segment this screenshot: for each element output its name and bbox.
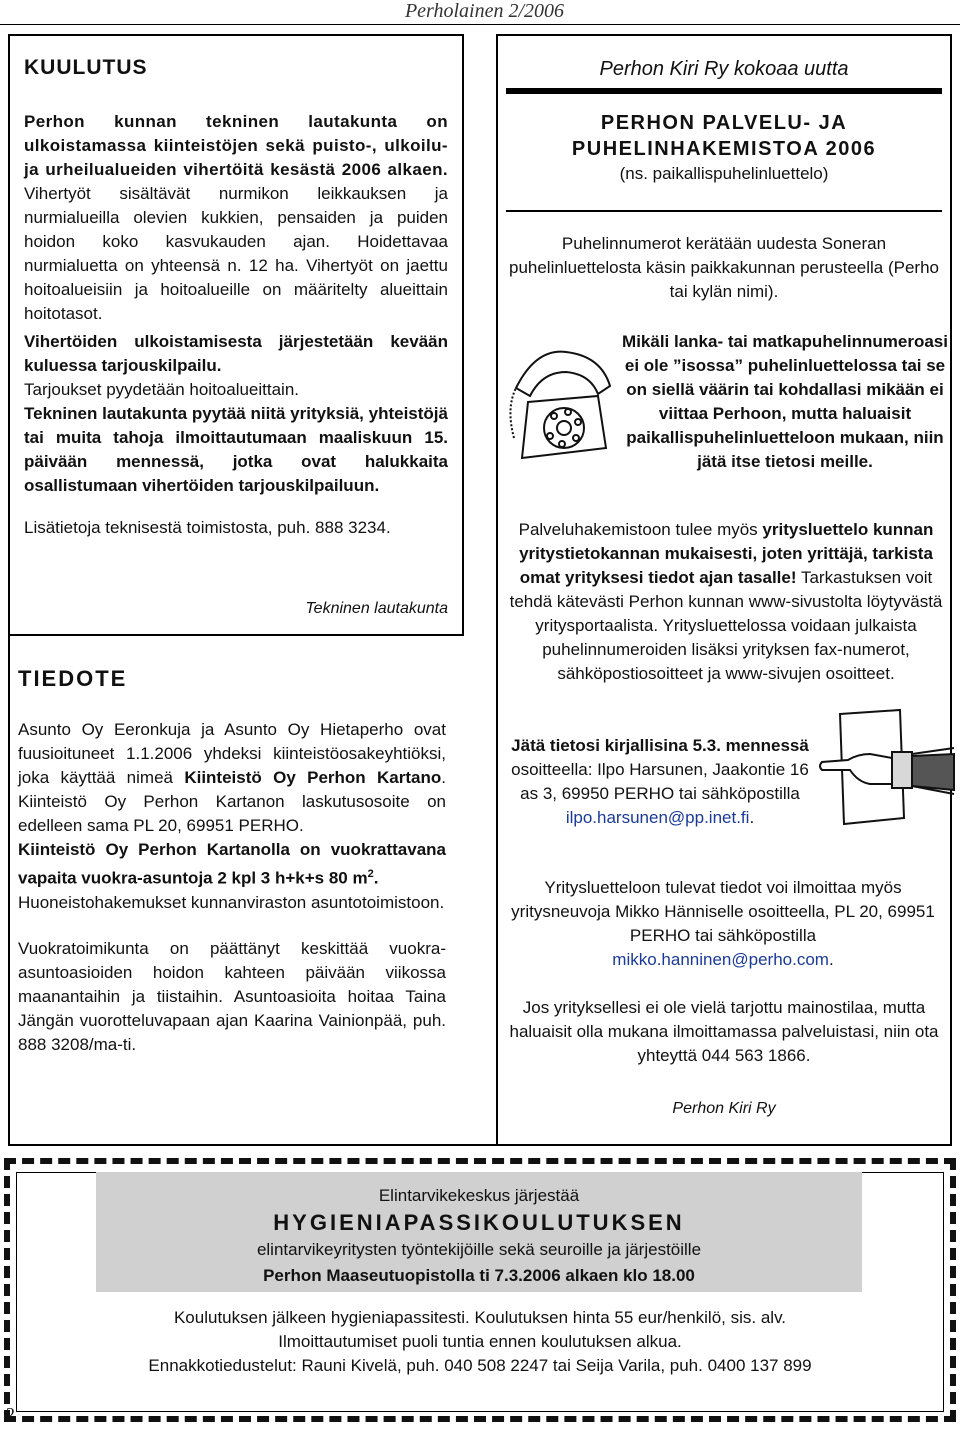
kuulutus-signature: Tekninen lautakunta	[305, 600, 448, 617]
kiri-yrityt-email[interactable]: mikko.hanninen@perho.com	[612, 950, 829, 969]
hygiene-line2: HYGIENIAPASSIKOULUTUKSEN	[273, 1210, 685, 1235]
kiri-yrit-c: Tarkastuksen voit tehdä kätevästi Perhon kunnan www-sivustolta löytyvästä yritysportaalista. Yritysluettelossa voidaan julkaista puhelinnumeroiden lisäksi yrityksen fax-numerot, sähköpostiosoitteet ja www-sivujen osoitteet.	[509, 568, 943, 683]
kiri-phone-notice: Mikäli lanka- tai matkapuhelinnumeroasi ei ole ”isossa” puhelinluettelossa tai se on siellä väärin tai kohdallasi mikään ei viittaa Perhoon, mutta haluaisit paikallispuhelinluetteloon mukaan, niin jätä itse tietosi meille.	[622, 332, 948, 471]
tiedote-p1-name: Kiinteistö Oy Perhon Kartano	[184, 768, 442, 787]
kiri-yritys	[506, 518, 946, 686]
kiri-yrit-b: yritysluettelo kunnan yritystietokannan mukaisesti, joten yrittäjä, tarkista omat yrityksesi tiedot ajan tasalle!	[519, 520, 934, 587]
tiedote-title: TIEDOTE	[18, 666, 128, 691]
kuulutus-p2: Vihertöiden ulkoistamisesta järjestetään kevään kuluessa tarjouskilpailu.	[24, 332, 448, 375]
tiedote-body	[18, 718, 446, 1057]
hygiene-line3: elintarvikeyritysten työntekijöille sekä seuroille ja järjestöille	[256, 1240, 702, 1259]
kuulutus-p3: Tarjoukset pyydetään hoitoalueittain.	[24, 380, 300, 399]
pointing-hand-icon	[818, 740, 956, 804]
kuulutus-p1-rest: Vihertyöt sisältävät nurmikon leikkauksen ja nurmialueilla olevien kukkien, pensaiden ja puiden hoidon koko kasvukauden ajan. Hoidettavaa nurmialuetta on yhteensä n. 12 ha. Vihertyöt on jaettu hoitoalueisiin ja hoitoalueille on määritelty alueittain hoitotasot.	[24, 184, 448, 323]
kiri-mainos: Jos yrityksellesi ei ole vielä tarjottu mainostilaa, mutta haluaisit olla mukana ilmoittamassa palveluistasi, niin ota yhteyttä 044 563 1866.	[509, 998, 939, 1065]
tiedote-p3: Huoneistohakemukset kunnanviraston asuntotoimistoon.	[18, 892, 445, 912]
tiedote-p1a: Asunto Oy Eeronkuja ja Asunto Oy Hietaperho ovat fuusioituneet 1.1.2006 yhdeksi kiinteistöosakeyhtiöksi, joka käyttää nimeä	[18, 720, 446, 787]
tiedote-p2-dot: .	[373, 868, 379, 888]
kiri-jata-email[interactable]: ilpo.harsunen@pp.inet.fi	[565, 808, 750, 827]
header-rule	[0, 24, 960, 25]
kiri-yrityt: Yritysluetteloon tulevat tiedot voi ilmoittaa myös yritysneuvoja Mikko Hänniselle osoitteella, PL 20, 69951 PERHO tai sähköpostilla	[511, 878, 935, 945]
tiedote-p2: Kiinteistö Oy Perhon Kartanolla on vuokrattavana vapaita vuokra-asuntoja 2 kpl 3 h+k+s 80 m	[18, 840, 446, 888]
kiri-jata-dot: .	[749, 808, 755, 827]
kiri-yrityt-dot: .	[828, 950, 834, 969]
kiri-signature: Perhon Kiri Ry	[672, 1100, 776, 1117]
kiri-title-line1: PERHON PALVELU- JA	[600, 112, 848, 134]
kiri-thick-rule	[506, 88, 942, 94]
kiri-header: Perhon Kiri Ry kokoaa uutta	[599, 58, 849, 80]
tiedote-p1b: . Kiinteistö Oy Perhon Kartanon laskutusosoite on edelleen sama PL 20, 69951 PERHO.	[18, 768, 447, 835]
issue-label: Perholainen 2/2006	[404, 0, 564, 22]
kiri-jata-rest: osoitteella: Ilpo Harsunen, Jaakontie 16 as 3, 69950 PERHO tai sähköpostilla	[511, 760, 809, 803]
kuulutus-p1-bold: Perhon kunnan tekninen lautakunta on ulkoistamassa kiinteistöjen sekä puisto-, ulkoilu- ja urheilualueiden vihertöitä kesästä 2006 alkaen.	[24, 112, 448, 179]
page-number: 2	[6, 1404, 15, 1424]
tiedote-p2-sup: 2	[367, 868, 374, 880]
kiri-jata-bold: Jätä tietosi kirjallisina 5.3. mennessä	[511, 736, 809, 755]
hygiene-line6: Ilmoittautumiset puoli tuntia ennen koulutuksen alkua.	[278, 1332, 682, 1351]
hygiene-line4: Perhon Maaseutuopistolla ti 7.3.2006 alkaen klo 18.00	[263, 1266, 695, 1285]
hygiene-line7: Ennakkotiedustelut: Rauni Kivelä, puh. 040 508 2247 tai Seija Varila, puh. 0400 137 899	[148, 1356, 812, 1375]
hygiene-line5: Koulutuksen jälkeen hygieniapassitesti. Koulutuksen hinta 55 eur/henkilö, sis. alv.	[173, 1308, 787, 1327]
kiri-intro: Puhelinnumerot kerätään uudesta Soneran puhelinluettelosta käsin paikkakunnan perusteella (Perho tai kylän nimi).	[508, 234, 939, 301]
kuulutus-p4: Tekninen lautakunta pyytää niitä yrityksiä, yhteistöjä tai muita tahoja ilmoittautumaan maaliskuun 15. päivään mennessä, jotka ovat halukkaita osallistumaan vihertöiden tarjouskilpailuun.	[24, 404, 448, 495]
kiri-jata	[500, 734, 820, 830]
tiedote-p4: Vuokratoimikunta on päättänyt keskittää vuokra-asuntoasioiden hoidon kahteen päivään viikossa maanantaihin ja tiistaihin. Asuntoasioita hoitaa Taina Jängän vuorotteluvapaan ajan Kaarina Vainionpää, puh. 888 3208/ma-ti.	[18, 938, 446, 1054]
kuulutus-body	[24, 110, 448, 540]
kiri-title-line2: PUHELINHAKEMISTOA 2006	[571, 138, 877, 160]
kiri-yrit-a: Palveluhakemistoon tulee myös	[518, 520, 763, 539]
kiri-thin-rule	[506, 210, 942, 212]
kiri-subtitle: (ns. paikallispuhelinluettelo)	[619, 164, 829, 183]
telephone-icon	[506, 338, 618, 468]
kuulutus-title: KUULUTUS	[24, 56, 148, 79]
kuulutus-info: Lisätietoja teknisestä toimistosta, puh. 888 3234.	[24, 518, 391, 537]
kiri-yritysneuvoja	[500, 876, 946, 972]
kiri-title	[506, 110, 942, 162]
hygiene-line1: Elintarvikekeskus järjestää	[378, 1186, 580, 1205]
